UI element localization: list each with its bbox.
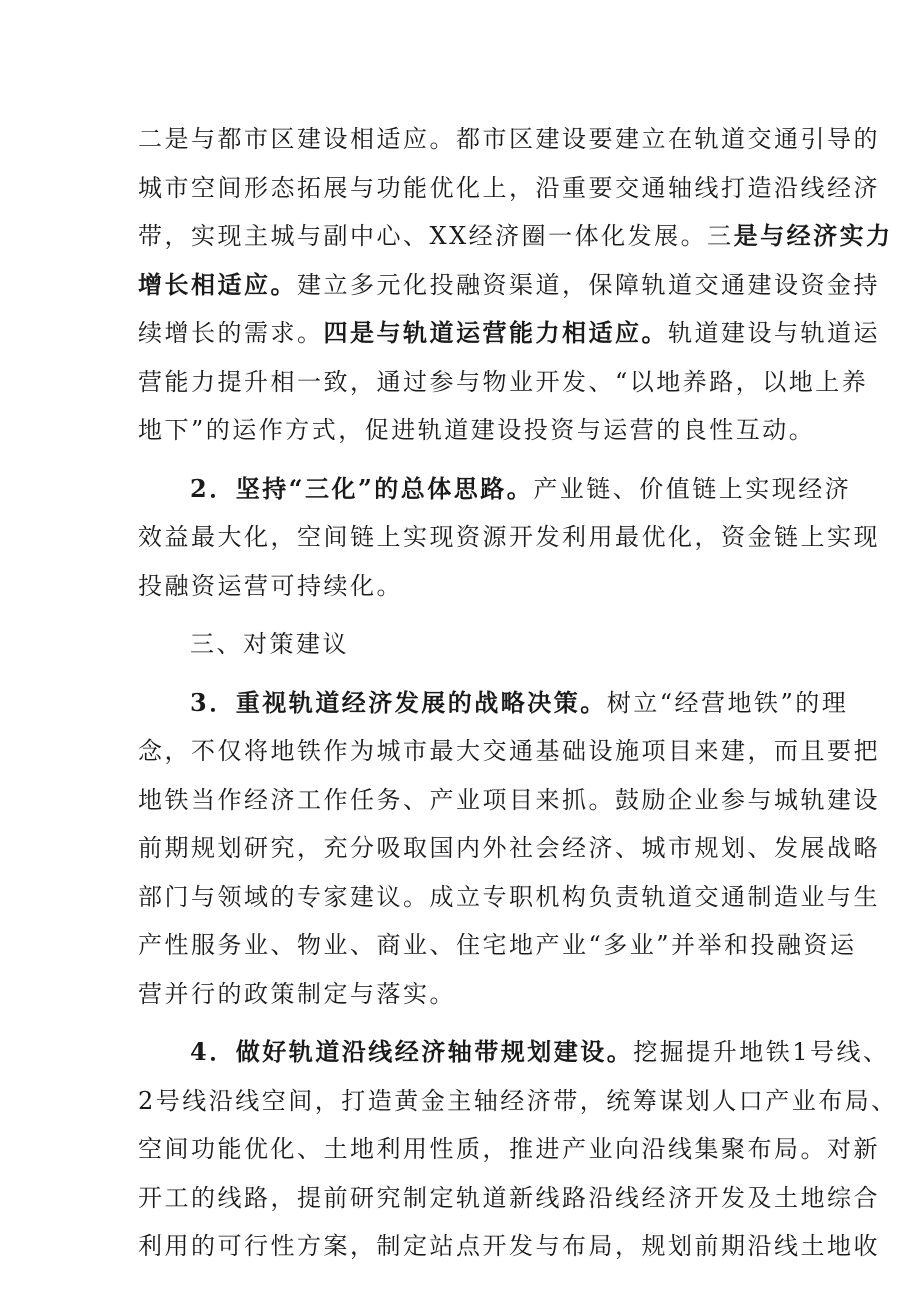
text-line (138, 921, 857, 970)
text-run: 2号线沿线空间，打造黄金主轴经济带，统筹谋划人口产业布局、 (138, 1086, 898, 1115)
text-run: 树立“经营地铁”的理 (606, 688, 849, 717)
text-line (138, 970, 798, 1019)
text-line (138, 873, 880, 922)
bold-text-run: 4．做好轨道沿线经济轴带规划建设。 (190, 1037, 634, 1066)
text-line (138, 513, 880, 562)
text-run: 前期规划研究，充分吸取国内外社会经济、城市规划、发展战略 (138, 834, 880, 862)
bold-text-run: 是与经济实力 (733, 221, 893, 250)
text-line (138, 1125, 880, 1174)
text-run: 效益最大化，空间链上实现资源开发利用最优化，资金链上实现 (138, 523, 880, 551)
text-run: 营能力提升相一致，通过参与物业开发、“以地养路，以地上养 (138, 367, 869, 396)
text-run: 二是与都市区建设相适应。都市区建设要建立在轨道交通引导的 (138, 125, 880, 153)
text-line (138, 1028, 890, 1077)
text-run: 投融资运营可持续化。 (138, 571, 403, 600)
text-run: 地下”的运作方式，促进轨道建设投资与运营的良性互动。 (138, 416, 816, 444)
text-line (138, 406, 816, 455)
text-line (138, 1174, 880, 1223)
text-run: 念，不仅将地铁作为城市最大交通基础设施项目来建，而且要把 (138, 737, 880, 765)
text-run: 地铁当作经济工作任务、产业项目来抓。鼓励企业参与城轨建设 (138, 785, 880, 814)
text-run: 带，实现主城与副中心、XX经济圈一体化发展。三 (138, 222, 734, 250)
section-heading (138, 620, 798, 669)
text-run: 挖掘提升地铁1号线、 (633, 1038, 890, 1066)
text-run: 产业链、价值链上实现经济 (533, 474, 852, 503)
text-line (138, 776, 880, 825)
text-line (138, 727, 880, 776)
text-line (138, 824, 880, 873)
text-run: 开工的线路，提前研究制定轨道新线路沿线经济开发及土地综合 (138, 1183, 880, 1212)
text-run: 空间功能优化、土地利用性质，推进产业向沿线集聚布局。对新 (138, 1135, 880, 1163)
document-page (138, 115, 898, 1271)
text-run: 城市空间形态拓展与功能优化上，沿重要交通轴线打造沿线经济 (138, 173, 880, 202)
text-line (138, 309, 880, 358)
text-line (138, 164, 880, 213)
text-line (138, 465, 852, 514)
text-run: 建立多元化投融资渠道，保障轨道交通建设资金持 (297, 270, 880, 299)
text-run: 部门与领域的专家建议。成立专职机构负责轨道交通制造业与生 (138, 882, 880, 911)
bold-text-run: 3．重视轨道经济发展的战略决策。 (190, 687, 607, 717)
text-line (138, 115, 880, 164)
text-line (138, 1222, 880, 1271)
text-line (138, 261, 880, 310)
heading-text: 三、对策建议 (190, 630, 349, 658)
bold-text-run: 2．坚持“三化”的总体思路。 (190, 473, 534, 503)
text-run: 轨道建设与轨道运 (668, 319, 880, 347)
bold-text-run: 四是与轨道运营能力相适应。 (323, 318, 668, 347)
text-line (138, 679, 849, 728)
text-run: 营并行的政策制定与落实。 (138, 979, 456, 1008)
text-line (138, 1077, 898, 1126)
bold-text-run: 增长相适应。 (138, 269, 297, 299)
text-line (138, 562, 798, 611)
text-line (138, 358, 869, 407)
text-run: 产性服务业、物业、商业、住宅地产业“多业”并举和投融资运 (138, 931, 857, 959)
text-line (138, 212, 893, 261)
text-run: 续增长的需求。 (138, 319, 324, 347)
text-run: 利用的可行性方案，制定站点开发与布局，规划前期沿线土地收 (138, 1232, 880, 1260)
